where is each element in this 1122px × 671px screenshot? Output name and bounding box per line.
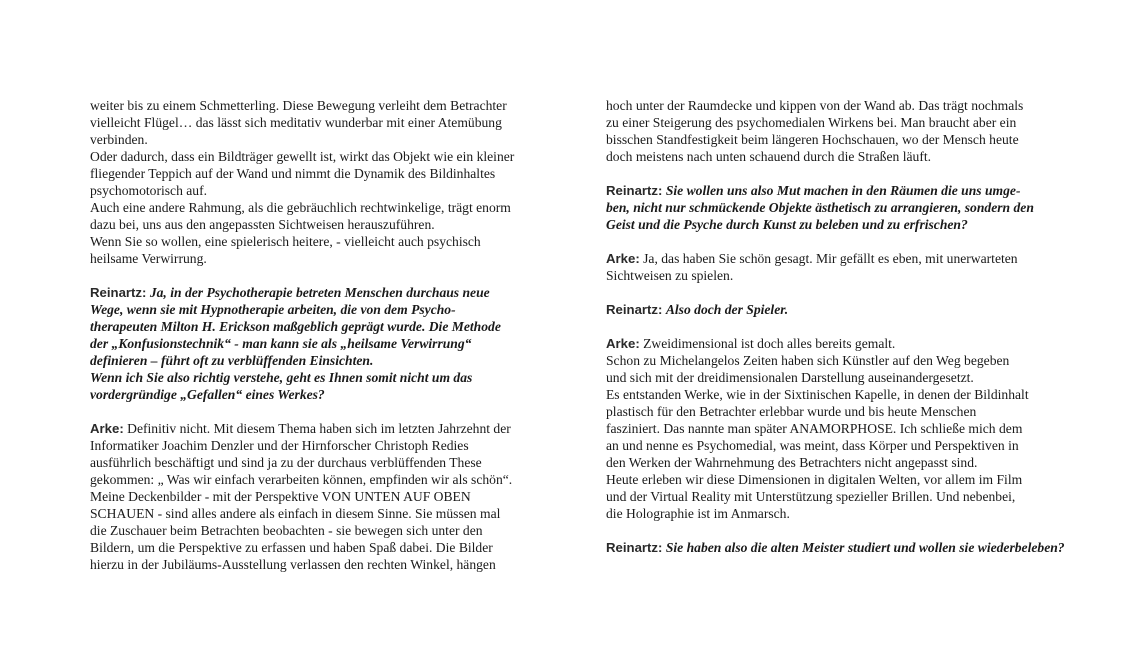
text-line: fliegender Teppich auf der Wand und nimmt die Dynamik des Bildinhaltes [90, 166, 496, 181]
text-line: hoch unter der Raumdecke und kippen von der Wand ab. Das trägt nochmals [606, 98, 1024, 113]
text-line: vielleicht Flügel… das lässt sich meditativ wunderbar mit einer Atemübung [90, 115, 502, 130]
text-line: psychomotorisch auf. [90, 183, 208, 198]
text-line: Es entstanden Werke, wie in der Sixtinischen Kapelle, in denen der Bildinhalt [606, 387, 1029, 402]
answer-text: Definitiv nicht. Mit diesem Thema haben sich im letzten Jahrzehnt der [127, 421, 511, 436]
text-line: fasziniert. Das nannte man später ANAMORPHOSE. Ich schließe mich dem [606, 421, 1023, 436]
text-line: Informatiker Joachim Denzler und der Hirnforscher Christoph Redies [90, 438, 469, 453]
speaker-label: Reinartz: [606, 540, 663, 555]
question-paragraph [90, 284, 580, 403]
question-text: Ja, in der Psychotherapie betreten Menschen durchaus neue [149, 285, 490, 300]
speaker-label: Arke: [90, 421, 124, 436]
text-line: die Holographie ist im Anmarsch. [606, 506, 790, 521]
intro-paragraph [606, 97, 1096, 165]
text-line: Wenn Sie so wollen, eine spielerisch heitere, - vielleicht auch psychisch [90, 234, 481, 249]
text-line: Meine Deckenbilder - mit der Perspektive VON UNTEN AUF OBEN [90, 489, 471, 504]
text-line: den Werken der Wahrnehmung des Betrachters nicht angepasst sind. [606, 455, 978, 470]
answer-text: Ja, das haben Sie schön gesagt. Mir gefällt es eben, mit unerwarteten [643, 251, 1018, 266]
text-line: Heute erleben wir diese Dimensionen in digitalen Welten, vor allem im Film [606, 472, 1023, 487]
question-text: Sie haben also die alten Meister studiert und wollen sie wiederbeleben? [665, 540, 1065, 555]
text-line: an und nenne es Psychomedial, was meint, dass Körper und Perspektiven in [606, 438, 1019, 453]
text-line: therapeuten Milton H. Erickson maßgeblich geprägt wurde. Die Methode [90, 319, 501, 334]
left-column [90, 97, 580, 573]
answer-paragraph [606, 250, 1096, 284]
text-line: SCHAUEN - sind alles andere als einfach in diesem Sinne. Sie müssen mal [90, 506, 501, 521]
text-line: und sich mit der dreidimensionalen Darstellung auseinandergesetzt. [606, 370, 974, 385]
answer-text: Zweidimensional ist doch alles bereits gemalt. [643, 336, 896, 351]
text-line: und der Virtual Reality mit Unterstützung spezieller Brillen. Und nebenbei, [606, 489, 1016, 504]
question-paragraph [606, 301, 1096, 318]
speaker-label: Reinartz: [606, 302, 663, 317]
text-line: Oder dadurch, dass ein Bildträger gewellt ist, wirkt das Objekt wie ein kleiner [90, 149, 515, 164]
text-line: plastisch für den Betrachter erlebbar wurde und bis heute Menschen [606, 404, 977, 419]
text-line: die Zuschauer beim Betrachten beobachten - sie bewegen sich unter den [90, 523, 483, 538]
text-line: Wege, wenn sie mit Hypnotherapie arbeiten, die von dem Psycho- [90, 302, 456, 317]
text-line: definieren – führt oft zu verblüffenden Einsichten. [90, 353, 374, 368]
text-line: ben, nicht nur schmückende Objekte ästhetisch zu arrangieren, sondern den [606, 200, 1034, 215]
text-line: doch meistens nach unten schauend durch die Straßen läuft. [606, 149, 932, 164]
intro-paragraph [90, 97, 580, 267]
text-line: gekommen: „ Was wir einfach verarbeiten können, empfinden wir als schön“. [90, 472, 513, 487]
text-line: Sichtweisen zu spielen. [606, 268, 734, 283]
speaker-label: Reinartz: [606, 183, 663, 198]
text-line: heilsame Verwirrung. [90, 251, 207, 266]
text-line: zu einer Steigerung des psychomedialen Wirkens bei. Man braucht aber ein [606, 115, 1017, 130]
text-line: vordergründige „Gefallen“ eines Werkes? [90, 387, 325, 402]
speaker-label: Reinartz: [90, 285, 147, 300]
text-line: Geist und die Psyche durch Kunst zu beleben und zu erfrischen? [606, 217, 968, 232]
text-line: Wenn ich Sie also richtig verstehe, geht es Ihnen somit nicht um das [90, 370, 473, 385]
question-text: Also doch der Spieler. [665, 302, 789, 317]
text-line: ausführlich beschäftigt und sind ja zu der durchaus verblüffenden These [90, 455, 482, 470]
text-line: bisschen Standfestigkeit beim längeren Hochschauen, wo der Mensch heute [606, 132, 1019, 147]
text-line: Schon zu Michelangelos Zeiten haben sich Künstler auf den Weg begeben [606, 353, 1010, 368]
text-line: Auch eine andere Rahmung, als die gebräuchlich rechtwinkelige, trägt enorm [90, 200, 511, 215]
text-line: der „Konfusionstechnik“ - man kann sie als „heilsame Verwirrung“ [90, 336, 472, 351]
text-line: dazu bei, uns aus den angepassten Sichtweisen herauszuführen. [90, 217, 435, 232]
right-column [606, 97, 1096, 556]
text-line: hierzu in der Jubiläums-Ausstellung verlassen den rechten Winkel, hängen [90, 557, 496, 572]
text-line: weiter bis zu einem Schmetterling. Diese Bewegung verleiht dem Betrachter [90, 98, 507, 113]
question-text: Sie wollen uns also Mut machen in den Räumen die uns umge- [665, 183, 1021, 198]
question-paragraph [606, 182, 1096, 233]
text-line: verbinden. [90, 132, 148, 147]
speaker-label: Arke: [606, 251, 640, 266]
question-paragraph [606, 539, 1096, 556]
answer-paragraph [90, 420, 580, 573]
speaker-label: Arke: [606, 336, 640, 351]
text-line: Bildern, um die Perspektive zu erfassen und haben Spaß dabei. Die Bilder [90, 540, 493, 555]
answer-paragraph [606, 335, 1096, 522]
